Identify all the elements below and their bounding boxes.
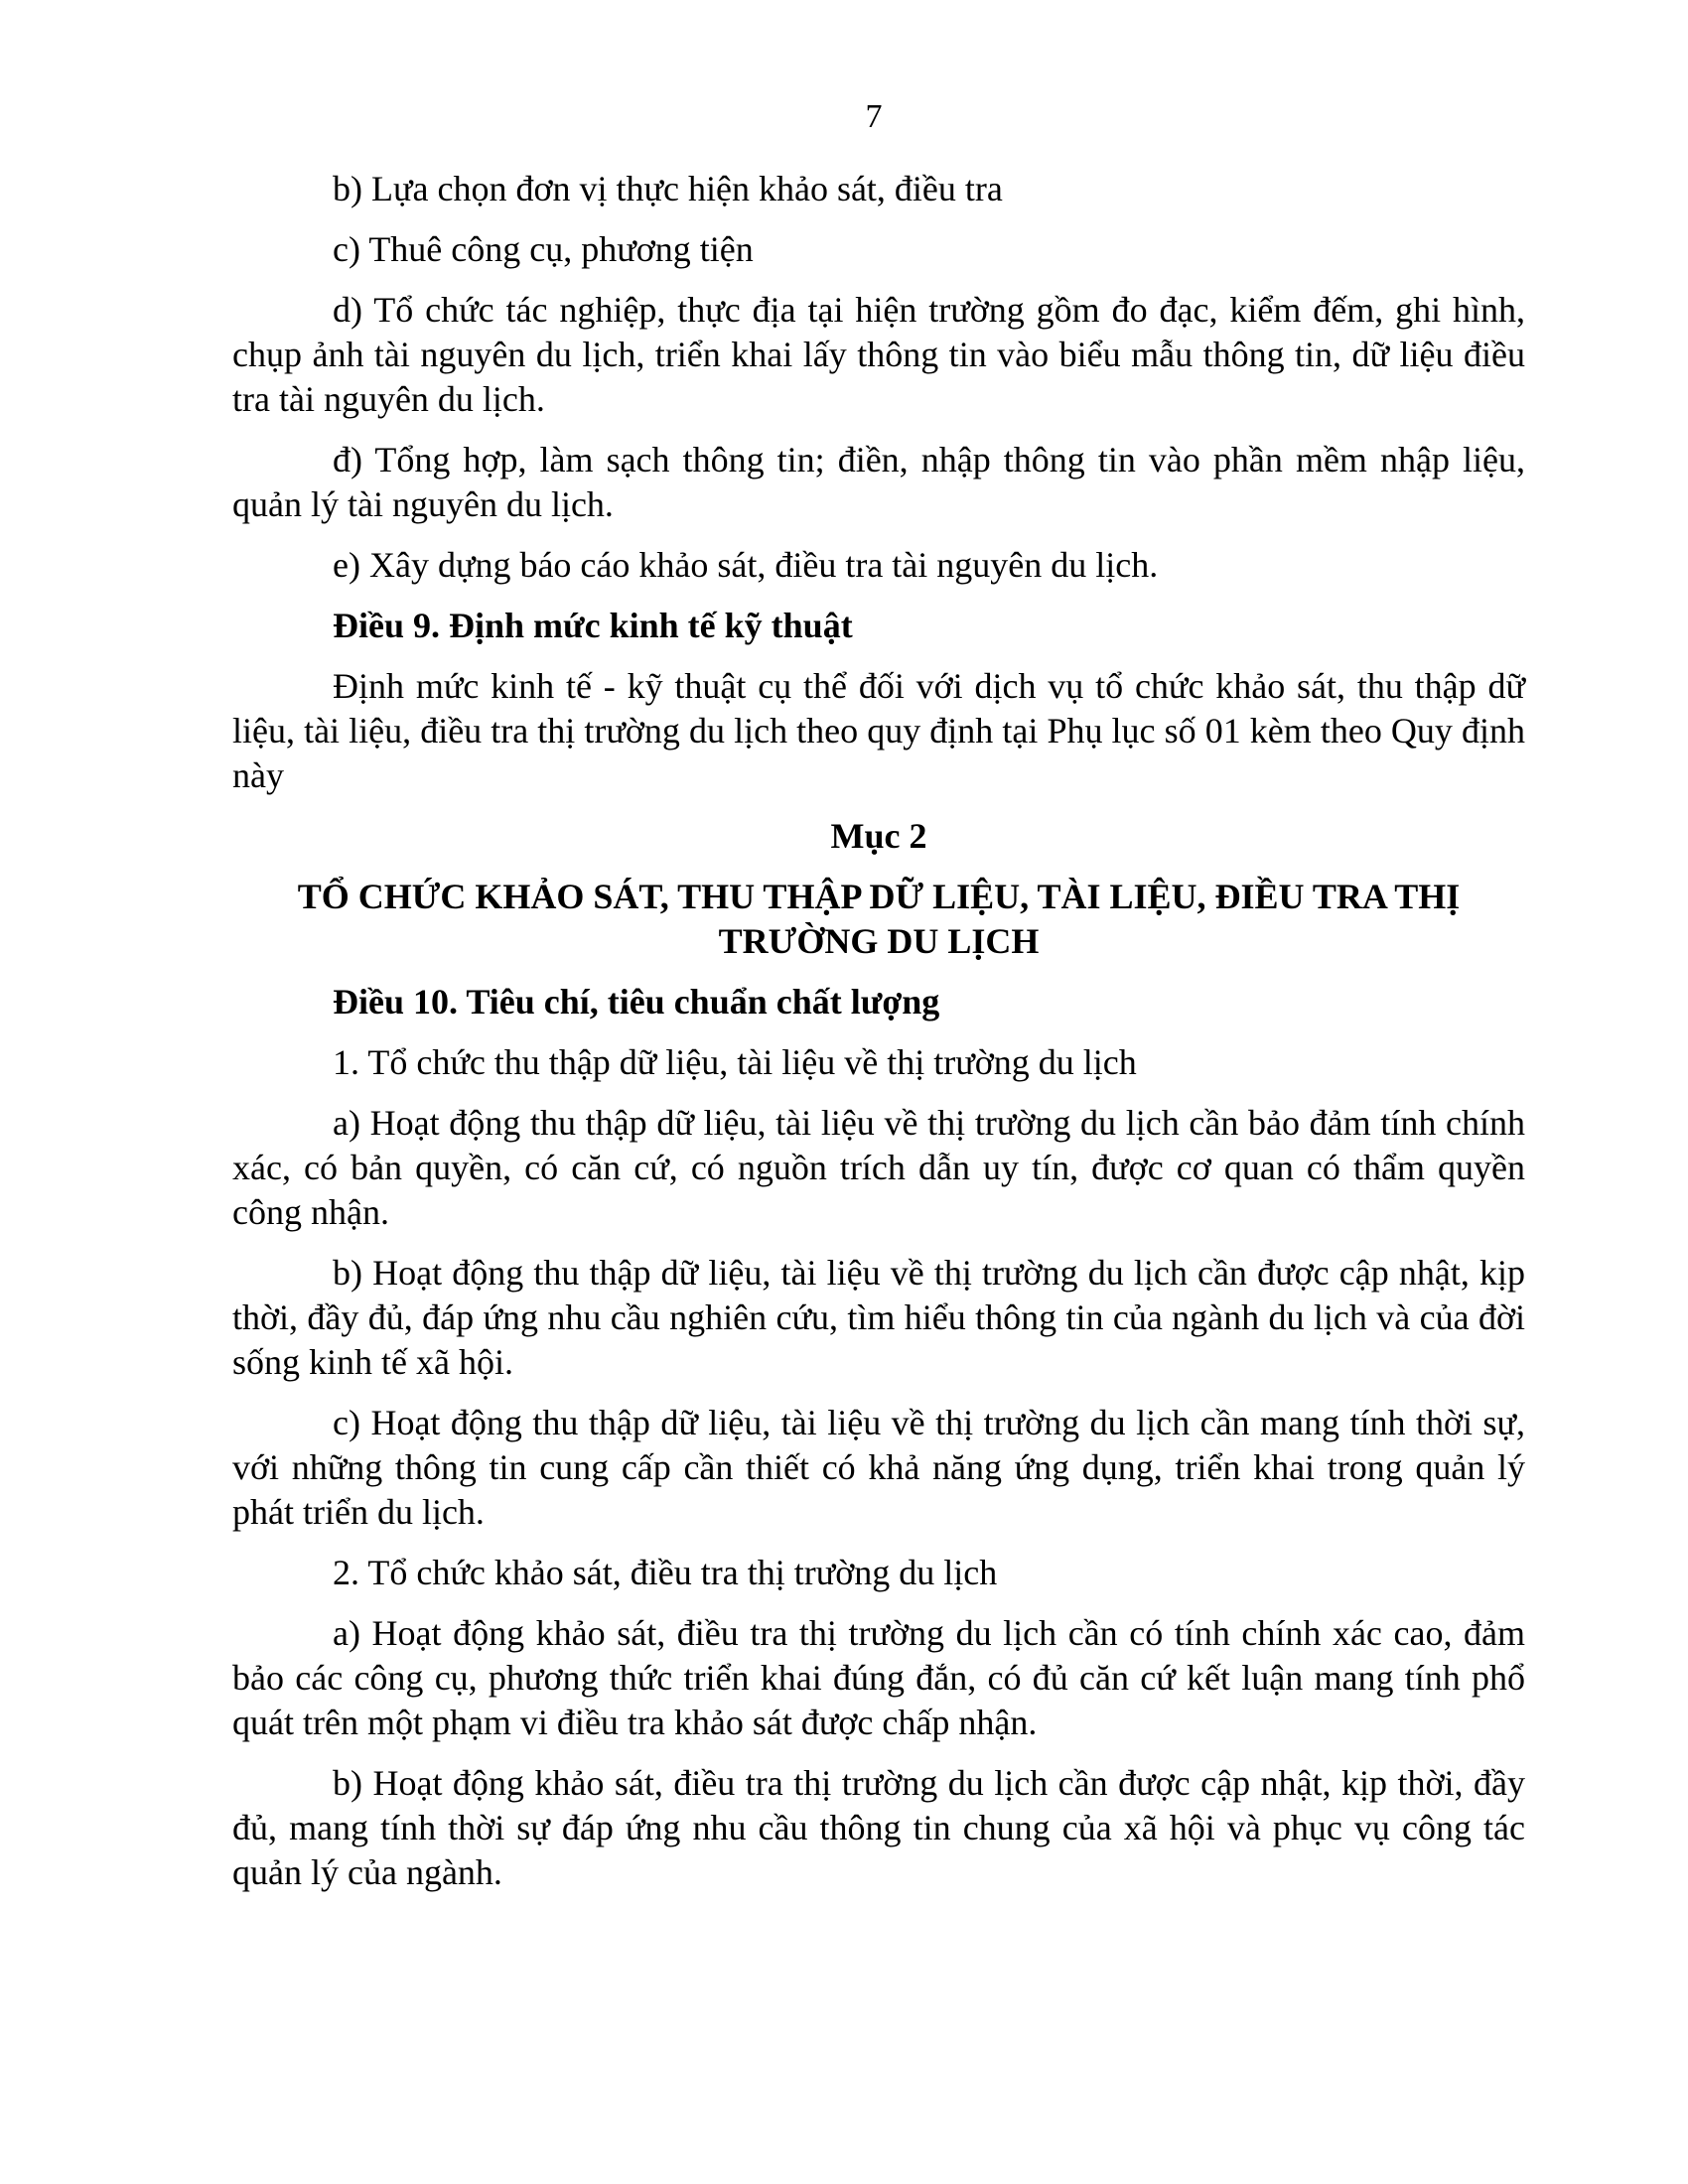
article-9-heading: Điều 9. Định mức kinh tế kỹ thuật: [333, 606, 853, 645]
article-10-clause-2: 2. Tổ chức khảo sát, điều tra thị trường du lịch: [333, 1553, 998, 1592]
page-number: 7: [865, 98, 883, 135]
paragraph-c-rent-tools: c) Thuê công cụ, phương tiện: [333, 229, 754, 269]
article-10-clause-1a: a) Hoạt động thu thập dữ liệu, tài liệu về thị trường du lịch cần bảo đảm tính chính xác, có bản quyền, có căn cứ, có nguồn trích dẫn uy tín, được cơ quan có thẩm quyền công nhận.: [232, 1103, 1525, 1232]
paragraph-e-build-report: e) Xây dựng báo cáo khảo sát, điều tra tài nguyên du lịch.: [333, 545, 1159, 585]
article-10-clause-1c: c) Hoạt động thu thập dữ liệu, tài liệu về thị trường du lịch cần mang tính thời sự, với những thông tin cung cấp cần thiết có khả năng ứng dụng, triển khai trong quản lý phát triển du lịch.: [232, 1403, 1525, 1532]
paragraph-b-select-unit: b) Lựa chọn đơn vị thực hiện khảo sát, điều tra: [333, 169, 1003, 208]
article-9-text: Định mức kinh tế - kỹ thuật cụ thể đối với dịch vụ tổ chức khảo sát, thu thập dữ liệu, tài liệu, điều tra thị trường du lịch theo quy định tại Phụ lục số 01 kèm theo Quy định này: [232, 666, 1525, 795]
section-title: TỔ CHỨC KHẢO SÁT, THU THẬP DỮ LIỆU, TÀI LIỆU, ĐIỀU TRA THỊ TRƯỜNG DU LỊCH: [297, 877, 1461, 961]
article-10-clause-2b: b) Hoạt động khảo sát, điều tra thị trường du lịch cần được cập nhật, kịp thời, đầy đủ, mang tính thời sự đáp ứng nhu cầu thông tin chung của xã hội và phục vụ công tác quản lý của ngành.: [232, 1763, 1525, 1892]
article-10-clause-1: 1. Tổ chức thu thập dữ liệu, tài liệu về thị trường du lịch: [333, 1042, 1137, 1082]
document-body: [232, 167, 1525, 1911]
section-label: Mục 2: [830, 816, 927, 856]
article-10-heading: Điều 10. Tiêu chí, tiêu chuẩn chất lượng: [333, 982, 940, 1022]
paragraph-d-fieldwork: d) Tổ chức tác nghiệp, thực địa tại hiện trường gồm đo đạc, kiểm đếm, ghi hình, chụp ảnh tài nguyên du lịch, triển khai lấy thông tin vào biểu mẫu thông tin, dữ liệu điều tra tài nguyên du lịch.: [232, 290, 1525, 419]
article-10-clause-1b: b) Hoạt động thu thập dữ liệu, tài liệu về thị trường du lịch cần được cập nhật, kịp thời, đầy đủ, đáp ứng nhu cầu nghiên cứu, tìm hiểu thông tin của ngành du lịch và của đời sống kinh tế xã hội.: [232, 1253, 1525, 1382]
article-10-clause-2a: a) Hoạt động khảo sát, điều tra thị trường du lịch cần có tính chính xác cao, đảm bảo các công cụ, phương thức triển khai đúng đắn, có đủ căn cứ kết luận mang tính phổ quát trên một phạm vi điều tra khảo sát được chấp nhận.: [232, 1613, 1525, 1742]
paragraph-dd-compile-data: đ) Tổng hợp, làm sạch thông tin; điền, nhập thông tin vào phần mềm nhập liệu, quản lý tài nguyên du lịch.: [232, 440, 1525, 524]
